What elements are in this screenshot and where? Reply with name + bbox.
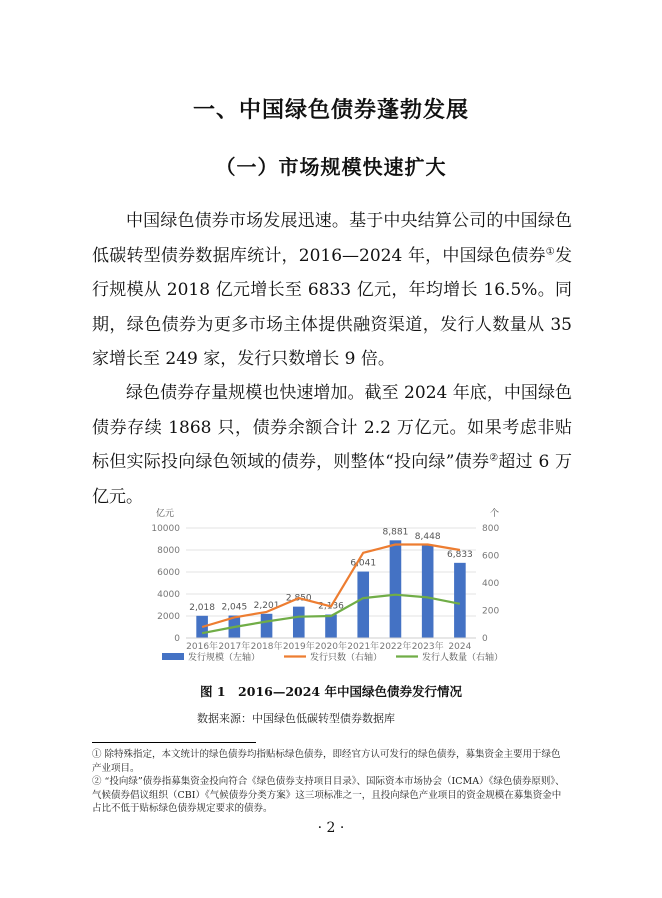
footnote-1: ① 除特殊指定，本文统计的绿色债券均指贴标绿色债券，即经官方认可发行的绿色债券，募集资金主要用于绿色产业项目。 xyxy=(92,749,561,774)
paragraph-2-text-b: 超过 6 万亿元。 xyxy=(92,452,572,507)
page-number: · 2 · xyxy=(317,820,345,836)
subsection-heading: （一）市场规模快速扩大 xyxy=(215,155,447,179)
left-axis-tick: 2000 xyxy=(157,612,180,622)
x-axis-tick: 2018年 xyxy=(250,642,283,652)
bar-value-label: 8,881 xyxy=(382,527,409,538)
right-axis-tick: 800 xyxy=(482,524,500,534)
legend-label: 发行人数量（右轴） xyxy=(422,653,504,663)
x-axis-tick: 2023年 xyxy=(411,642,444,652)
left-axis-unit: 亿元 xyxy=(156,509,175,519)
bar-issuance-2024 xyxy=(454,563,466,638)
bar-issuance-2018年 xyxy=(261,614,273,638)
left-axis-tick: 4000 xyxy=(157,590,180,600)
x-axis-tick: 2024 xyxy=(448,642,472,652)
paragraph-market-growth xyxy=(92,204,572,377)
footnote-divider xyxy=(92,742,256,743)
bar-issuance-2019年 xyxy=(293,607,305,638)
x-axis-tick: 2022年 xyxy=(379,642,412,652)
legend-swatch-issuance xyxy=(162,653,184,660)
right-axis-tick: 0 xyxy=(482,634,488,644)
footnote-2: ② “投向绿”债券指募集资金投向符合《绿色债券支持项目目录》、国际资本市场协会（ICMA）《绿色债券原则》、气候债券倡议组织（CBI）《气候债券分类方案》这三项标准之一，且投向绿色产业项目的资金规模在募集资金中占比不低于贴标绿色债券规定要求的债券。 xyxy=(92,776,565,814)
green-bond-issuance-chart xyxy=(146,506,516,676)
bar-value-label: 2,136 xyxy=(318,601,344,612)
bar-value-label: 6,041 xyxy=(350,558,377,569)
section-heading: 一、中国绿色债券蓬勃发展 xyxy=(192,97,469,123)
right-axis-tick: 600 xyxy=(482,551,500,562)
legend-label: 发行规模（左轴） xyxy=(188,653,261,663)
x-axis-tick: 2020年 xyxy=(315,642,347,652)
bar-value-label: 6,833 xyxy=(447,549,473,560)
paragraph-2-text-a: 绿色债券存量规模也快速增加。截至 2024 年底，中国绿色债券存续 1868 只，债券余额合计 2.2 万亿元。如果考虑非贴标但实际投向绿色领域的债券，则整体“投向绿”债券 xyxy=(92,383,572,472)
bar-issuance-2020年 xyxy=(325,615,337,638)
legend-label: 发行只数（右轴） xyxy=(310,653,383,663)
bar-value-label: 2,850 xyxy=(285,593,312,604)
x-axis-tick: 2019年 xyxy=(282,642,315,652)
bar-value-label: 8,448 xyxy=(414,532,441,543)
right-axis-tick: 200 xyxy=(482,606,500,617)
right-axis-tick: 400 xyxy=(482,579,500,589)
x-axis-tick: 2021年 xyxy=(347,642,380,652)
x-axis-tick: 2017年 xyxy=(218,642,251,652)
bar-value-label: 2,018 xyxy=(189,602,215,613)
left-axis-tick: 10000 xyxy=(151,524,180,534)
x-axis-tick: 2016年 xyxy=(186,642,219,652)
paragraph-outstanding-scale xyxy=(92,376,572,514)
paragraph-1-text-b: 发行规模从 2018 亿元增长至 6833 亿元，年均增长 16.5%。同期，绿色债券为更多市场主体提供融资渠道，发行人数量从 35 家增长至 249 家，发行只数增长 9 倍。 xyxy=(92,245,572,369)
footnote-ref-1[interactable]: ① xyxy=(545,245,555,257)
footnote-ref-2[interactable]: ② xyxy=(489,452,499,464)
left-axis-tick: 0 xyxy=(174,634,180,644)
bar-value-label: 2,201 xyxy=(253,600,280,611)
data-source: 数据来源：中国绿色低碳转型债券数据库 xyxy=(197,712,395,725)
right-axis-unit: 个 xyxy=(490,509,500,519)
bar-issuance-2021年 xyxy=(357,572,369,638)
bar-value-label: 2,045 xyxy=(221,602,248,613)
left-axis-tick: 6000 xyxy=(157,568,180,578)
footnotes xyxy=(92,748,570,816)
bar-issuance-2023年 xyxy=(422,545,434,638)
left-axis-tick: 8000 xyxy=(157,546,180,556)
paragraph-1-text-a: 中国绿色债券市场发展迅速。基于中央结算公司的中国绿色低碳转型债券数据库统计，2016—2024 年，中国绿色债券 xyxy=(92,211,572,266)
figure-caption: 图 1 2016—2024 年中国绿色债券发行情况 xyxy=(200,684,462,699)
bar-issuance-2022年 xyxy=(390,540,402,638)
